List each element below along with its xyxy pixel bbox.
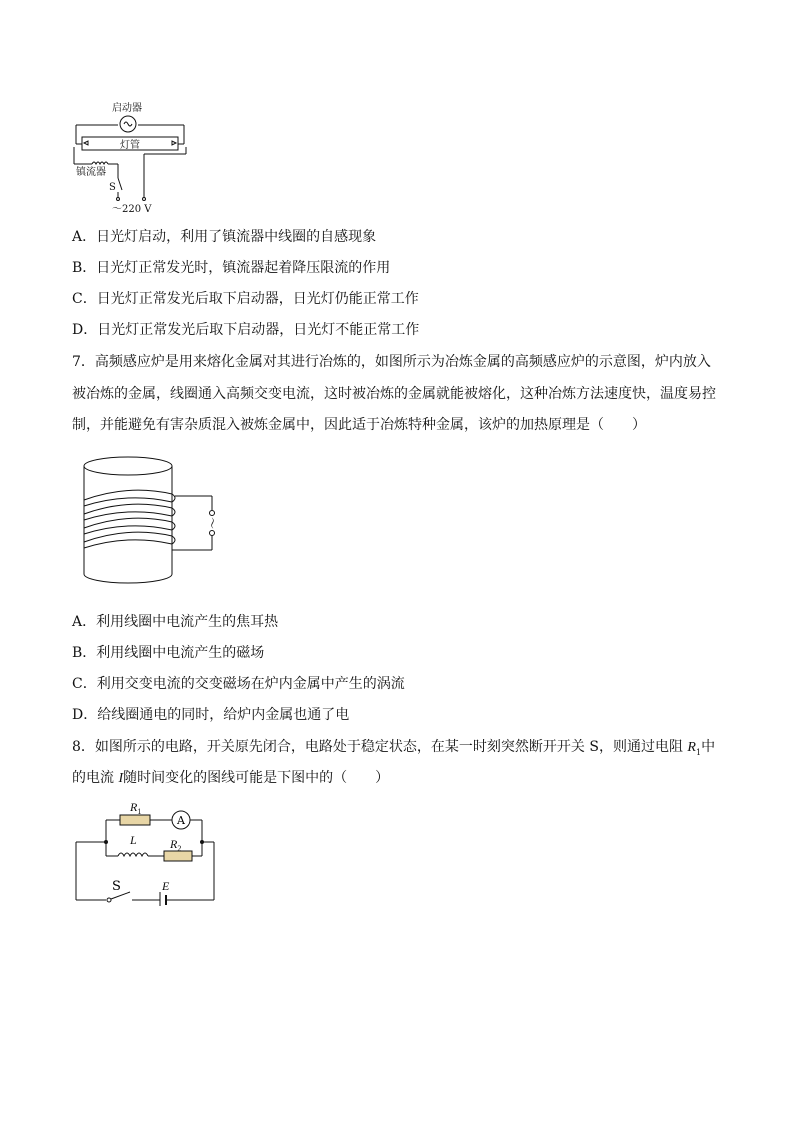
q8-stem-line-1 <box>72 738 715 762</box>
starter-label: 启动器 <box>112 103 142 114</box>
switch-label: S <box>112 879 121 894</box>
q7-stem-line-2: 被冶炼的金属，线圈通入高频交变电流，这时被冶炼的金属就能被熔化，这种冶炼方法速度快，温度易控 <box>72 386 716 402</box>
q8-var-r-sub: 1 <box>695 747 702 757</box>
rl-circuit-figure <box>72 796 222 906</box>
q8-line2-end: 随时间变化的图线可能是下图中的（ ） <box>123 770 390 786</box>
q7-stem-line-3: 制，并能避免有害杂质混入被炼金属中，因此适于冶炼特种金属，该炉的加热原理是（ ） <box>72 417 646 433</box>
q8-var-i: I <box>118 771 124 786</box>
ballast-label: 镇流器 <box>76 167 106 178</box>
q7-option-b: B．利用线圈中电流产生的磁场 <box>72 645 265 661</box>
voltage-label: ～220 V <box>112 204 152 215</box>
q8-line1-end: 中 <box>701 739 716 755</box>
q6-option-a: A．日光灯启动，利用了镇流器中线圈的自感现象 <box>72 229 377 245</box>
r1-label: $R_1$ <box>130 800 142 816</box>
q8-stem-line-2 <box>72 769 389 788</box>
q8-line1-text: 8．如图所示的电路，开关原先闭合，电路处于稳定状态，在某一时刻突然断开开关 S，则通过电阻 <box>72 739 688 755</box>
q8-var-r: R <box>687 740 696 755</box>
coil-windings <box>84 490 175 548</box>
inductor-label: L <box>130 833 137 847</box>
induction-furnace-figure <box>80 454 230 590</box>
r2-label: $R_2$ <box>170 837 182 853</box>
furnace-top-rim <box>84 457 172 475</box>
fluorescent-lamp-circuit-figure <box>70 98 190 218</box>
ac-source-symbol: ～ <box>205 517 219 530</box>
tube-label: 灯管 <box>120 140 140 151</box>
inductor-l <box>118 853 148 856</box>
q7-option-d: D．给线圈通电的同时，给炉内金属也通了电 <box>72 707 350 723</box>
q8-line2-text: 的电流 <box>72 770 119 786</box>
q6-option-b: B．日光灯正常发光时，镇流器起着降压限流的作用 <box>72 260 391 276</box>
q6-option-c: C．日光灯正常发光后取下启动器，日光灯仍能正常工作 <box>72 291 419 307</box>
resistor-r1 <box>120 815 150 825</box>
q7-option-c: C．利用交变电流的交变磁场在炉内金属中产生的涡流 <box>72 676 405 692</box>
ballast-coil <box>92 162 108 164</box>
switch-label: S <box>109 182 116 193</box>
ammeter-label: A <box>177 814 185 827</box>
q7-stem-line-1: 7．高频感应炉是用来熔化金属对其进行冶炼的，如图所示为冶炼金属的高频感应炉的示意图，炉内放入 <box>72 354 711 370</box>
emf-label: E <box>162 879 170 893</box>
q6-option-d: D．日光灯正常发光后取下启动器，日光灯不能正常工作 <box>72 322 420 338</box>
q7-option-a: A．利用线圈中电流产生的焦耳热 <box>72 614 279 630</box>
